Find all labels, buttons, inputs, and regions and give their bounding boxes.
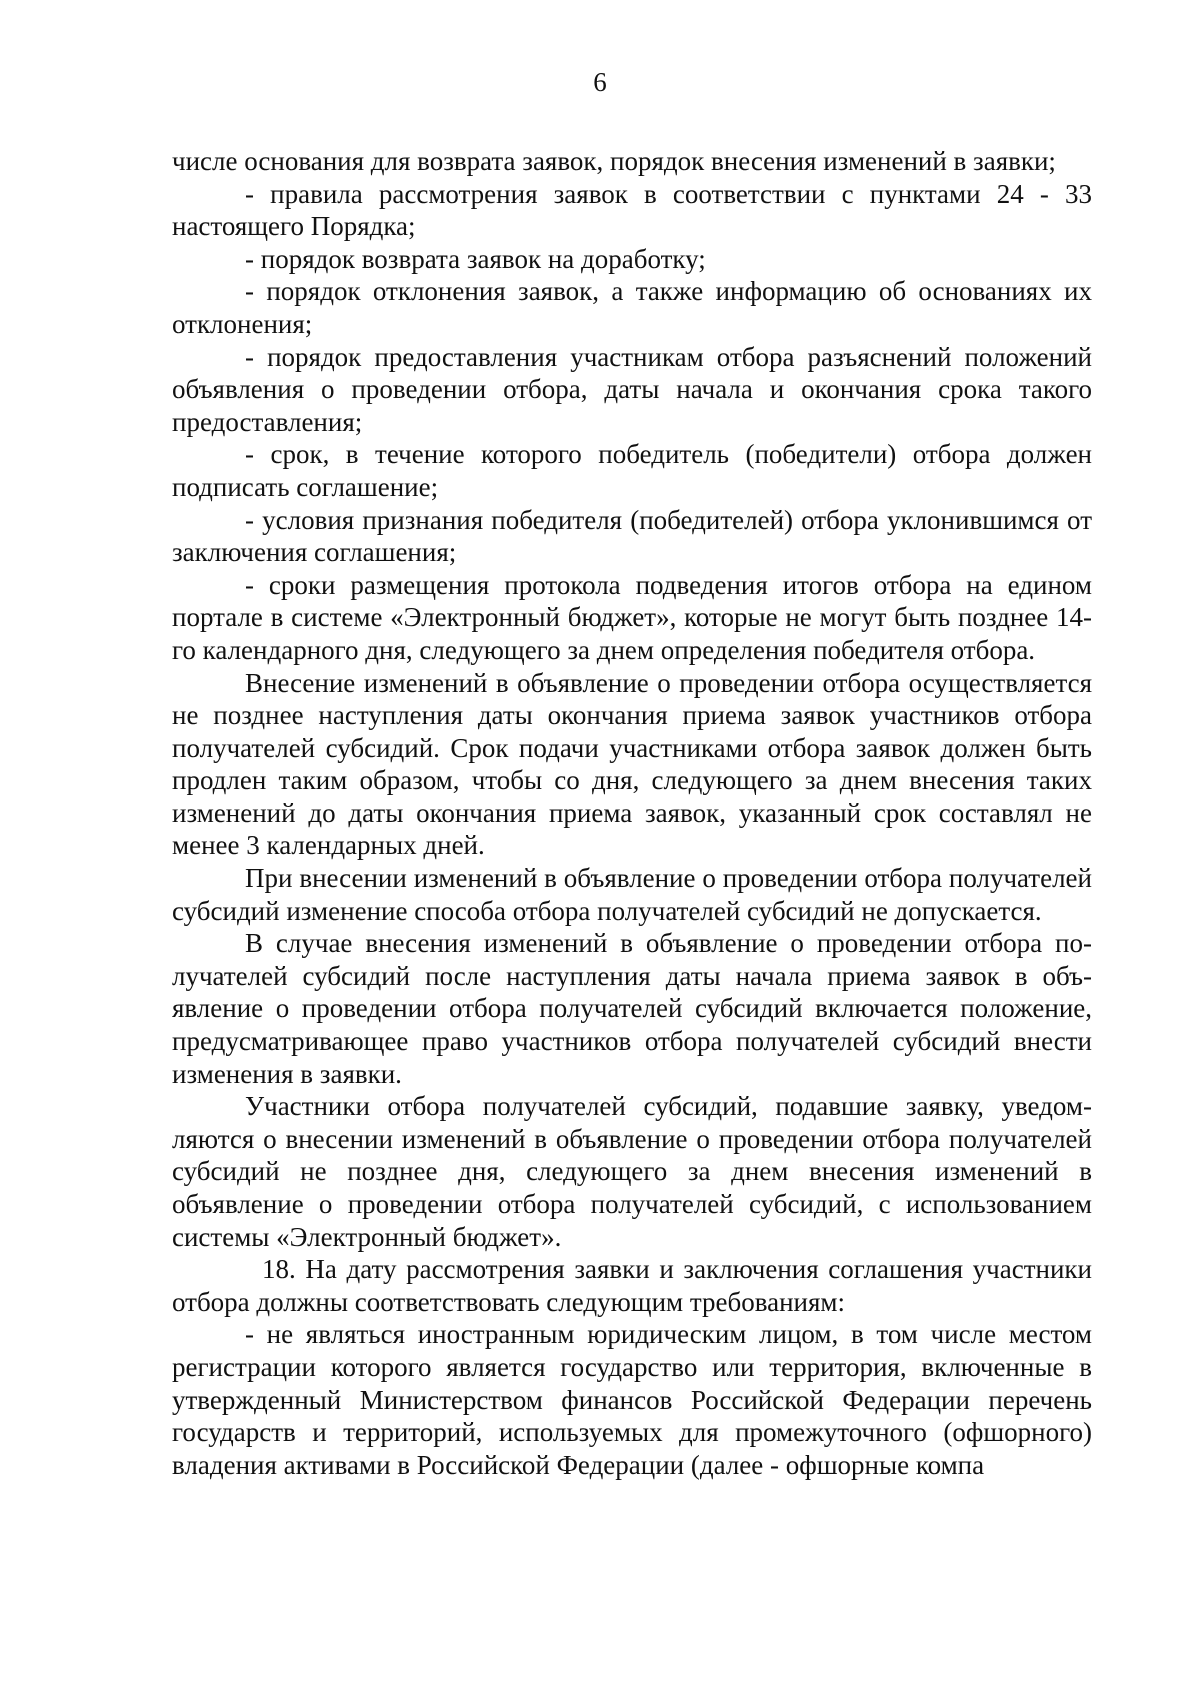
- paragraph: - сроки размещения протокола подведения итогов отбора на едином портале в системе «Электронный бюджет», которые не могут быть позднее 14-го календарного дня, следующего за днем определения победителя отбора.: [172, 569, 1092, 665]
- paragraph: В случае внесения изменений в объявление о проведении отбора получателей субсидий после наступления даты начала приема заявок в объявление о проведении отбора получателей субсидий включается положение, предусматривающее право участников отбора получателей субсидий внести изменения в заявки.: [172, 928, 1092, 1089]
- document-body: [172, 145, 1092, 1481]
- paragraph: - срок, в течение которого победитель (победители) отбора должен подписать соглашение;: [172, 439, 1092, 502]
- page-number: 6: [593, 67, 607, 97]
- paragraph: - правила рассмотрения заявок в соответствии с пунктами 24 - 33 настоящего Порядка;: [172, 178, 1092, 242]
- paragraph: - не являться иностранным юридическим лицом, в том числе местом регистрации которого является государство или территория, включенные в утвержденный Министерством финансов Российской Федерации перечень государств и территорий, используемых для промежуточного (офшорного) владения активами в Российской Федерации (далее - офшорные компа: [172, 1319, 1092, 1480]
- paragraph: - условия признания победителя (победителей) отбора уклонившимся от заключения соглашения;: [172, 504, 1092, 568]
- paragraph: - порядок предоставления участникам отбора разъяснений положений объявления о проведении отбора, даты начала и окончания срока такого предоставления;: [172, 341, 1092, 437]
- paragraph: Внесение изменений в объявление о проведении отбора осуществляется не позднее наступления даты окончания приема заявок участников отбора получателей субсидий. Срок подачи участниками отбора заявок должен быть продлен таким образом, чтобы со дня, следующего за днем внесения таких изменений до даты окончания приема заявок, указанный срок составлял не менее 3 календарных дней.: [172, 667, 1092, 861]
- paragraph: - порядок отклонения заявок, а также информацию об основаниях их отклонения;: [172, 276, 1092, 339]
- paragraph: При внесении изменений в объявление о проведении отбора получателей субсидий изменение способа отбора получателей субсидий не допускается.: [172, 863, 1092, 926]
- paragraph: Участники отбора получателей субсидий, подавшие заявку, уведомляются о внесении изменений в объявление о проведении отбора получателей субсидий не позднее дня, следующего за днем внесения изменений в объявление о проведении отбора получателей субсидий, с использованием системы «Электронный бюджет».: [172, 1091, 1092, 1252]
- paragraph: 18. На дату рассмотрения заявки и заключения соглашения участники отбора должны соответствовать следующим требованиям:: [172, 1254, 1092, 1317]
- paragraph: - порядок возврата заявок на доработку;: [245, 243, 706, 274]
- paragraph: числе основания для возврата заявок, порядок внесения изменений в заявки;: [172, 146, 1056, 176]
